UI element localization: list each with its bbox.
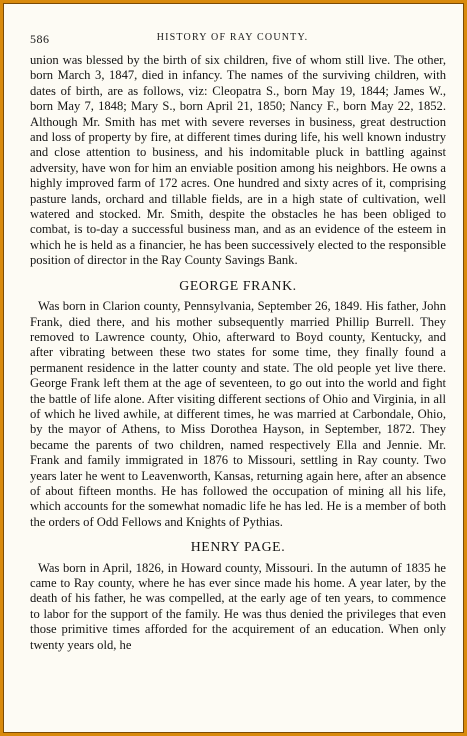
page-number: 586 — [30, 32, 50, 46]
paragraph-henry-page: Was born in April, 1826, in Howard county, Missouri. In the autumn of 1835 he came to Ray county, where he has ever since made his home. A year later, by the death of his father, he was compelled, at the early age of ten years, to commence to labor for the support of the family. He was thus denied the privileges that even those primitive times afforded for the acquirement of an education. When only twenty years old, he — [30, 560, 446, 652]
heading-george-frank: GEORGE FRANK. — [179, 277, 297, 293]
page-header — [4, 32, 461, 46]
paragraph-george-frank: Was born in Clarion county, Pennsylvania, September 26, 1849. His father, John Frank, died there, and his mother subsequently married Phillip Burrell. They removed to Lawrence county, Ohio, afterward to Boyd county, Kentucky, and after vibrating between these two states for some time, they finally found a permanent residence in the latter county and state. The old people yet live there. George Frank left them at the age of seventeen, to go out into the world and fight the battle of life alone. After visiting different sections of Ohio and Virginia, in all of which he lived awhile, at different times, he was married at Carbondale, Ohio, by the mayor of Athens, to Miss Dorothea Hayson, in September, 1872. They became the parents of two children, named respectively Ella and Jennie. Mr. Frank and family immigrated in 1876 to Missouri, settling in Ray county. Two years later he went to Leavenworth, Kansas, returning again here, after an absence of about fifteen months. He has followed the occupation of mining all his life, which accounts for the somewhat nomadic life he has led. He is a member of both the orders of Odd Fellows and Knights of Pythias. — [30, 299, 446, 529]
heading-henry-page: HENRY PAGE. — [190, 539, 286, 555]
book-page — [4, 4, 461, 732]
paragraph-smith-continued: union was blessed by the birth of six children, five of whom still live. The other, born March 3, 1847, died in infancy. The names of the surviving children, with dates of birth, are as follows, viz: Cleopatra S., born May 19, 1844; James W., born May 7, 1848; Mary S., born April 21, 1850; Nancy F., born May 22, 1852. Although Mr. Smith has met with severe reverses in business, great destruction and loss of property by fire, at different times during life, his well known industry and close attention to business, and his indomitable pluck in battling against adversity, have won for him an enviable position among his neighbors. He owns a highly improved farm of 172 acres. One hundred and sixty acres of it, comprising pasture lands, orchard and tillable fields, are in a high state of cultivation, well watered and stocked. Mr. Smith, despite the obstacles he has been obliged to combat, is to-day a successful business man, and as an evidence of the esteem in which he is held as a financier, he has been successively elected to the responsible position of director in the Ray County Savings Bank. — [30, 53, 446, 268]
running-title: HISTORY OF RAY COUNTY. — [156, 32, 309, 43]
page-body — [30, 53, 446, 653]
